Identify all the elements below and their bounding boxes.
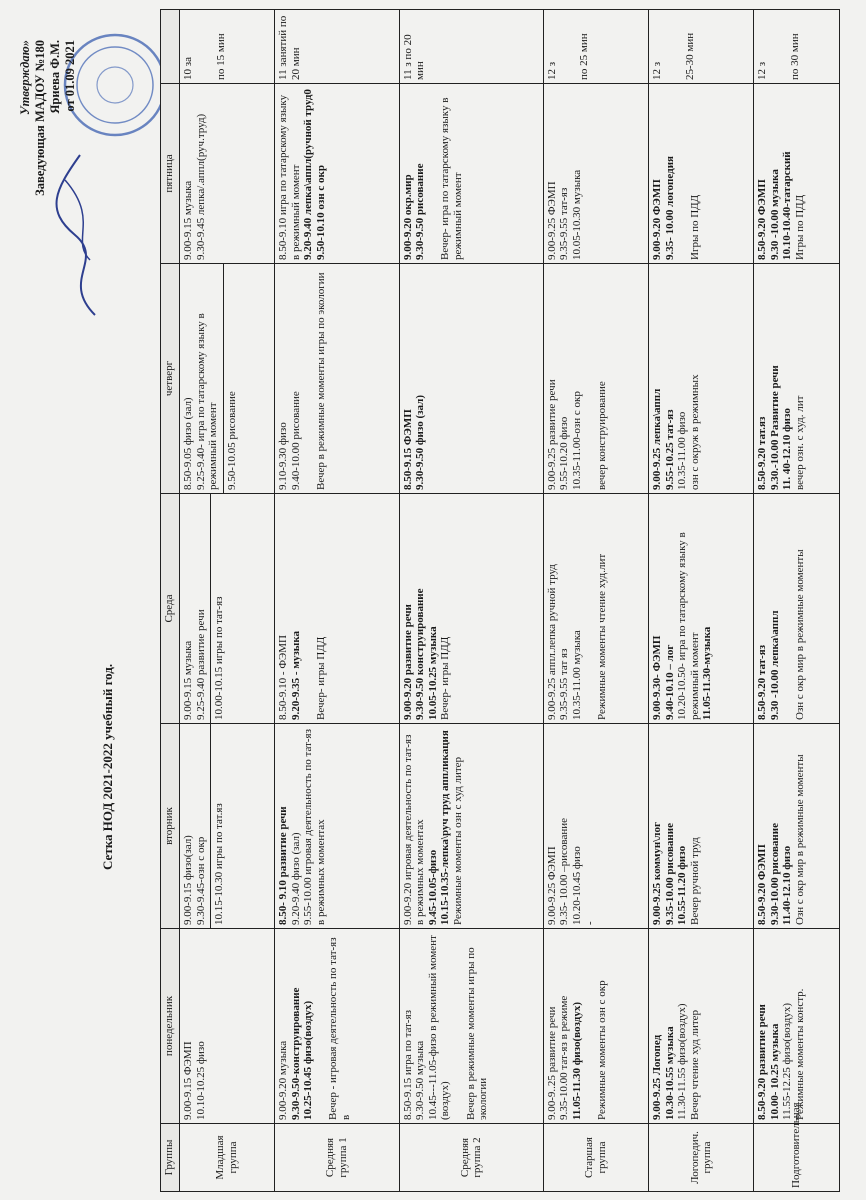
schedule-entry: 10.20-10.50- игра по татарскому языку в режимный момент (676, 532, 701, 720)
schedule-subcell (223, 264, 239, 493)
schedule-entry: 9.00-9..25 развитие речи (545, 1006, 558, 1120)
schedule-entry: 10.10-10.25 физо (194, 1041, 207, 1120)
col-header: Группы (161, 1124, 180, 1192)
schedule-entry: 10.45---11.05-физо в режимный момент (воздух) (426, 935, 452, 1120)
lesson-count: 11 занятий по 20 мин (276, 15, 302, 80)
schedule-entry: Вечер- игры ПДД (439, 636, 452, 720)
schedule-entry: 10.35-11.00 музыка (571, 630, 584, 720)
schedule-entry: 9.00-9.15 ФЭМП (182, 1041, 194, 1120)
schedule-entry: 11.30-11.55 физо(воздух) (676, 1003, 689, 1120)
schedule-entry: 8.50-9.05 физо (зал) (182, 397, 194, 490)
group-cell: Младшая группа (180, 1124, 275, 1192)
schedule-entry: 9.00-9.15 музыка (182, 180, 194, 260)
schedule-entry: 10.00- 10.25 музыка (768, 1023, 781, 1120)
col-header: вторник (161, 724, 180, 929)
schedule-entry: 9.20-9.40 лепка\аппл(ручной труд0 (302, 89, 315, 260)
schedule-cell-tue (180, 724, 275, 929)
schedule-entry: Игры по ПДД (794, 194, 807, 260)
schedule-entry: Вечер - игровая деятельность по тат-яз в (327, 937, 352, 1120)
head-title: Заведующая МАДОУ №180 (33, 40, 47, 196)
schedule-entry: 10.35-11.00-озн с окр (571, 391, 584, 490)
schedule-entry: 9.25-9.40- игра по татарскому языку в режимный момент (194, 313, 220, 490)
schedule-entry: 9.50-10.10 озн с окр (314, 164, 327, 260)
schedule-entry: 10.30-10.55 музыка (663, 1026, 676, 1120)
schedule-entry: Вечер в режимные моменты игры по экологии (464, 947, 490, 1120)
schedule-entry: 9.50-10.05 рисование (225, 391, 238, 490)
schedule-entry: 9.00-9.25 Логопед (651, 1034, 664, 1120)
schedule-entry: 9.55-10.20 физо (558, 416, 571, 490)
schedule-entry: 8.50-9.10 - ФЭМП (276, 634, 289, 720)
schedule-entry: 11.05-11.30-музыка (701, 626, 714, 720)
schedule-entry: 11.05-11.30 физо(воздух) (571, 1002, 584, 1120)
schedule-entry: 9.00-9.15 физо(зал) (182, 835, 194, 925)
schedule-entry: 9.45-10.05-физо (426, 849, 439, 925)
schedule-entry: вечер озн. с худ. лит (794, 395, 807, 490)
schedule-cell-fri (543, 84, 648, 264)
schedule-entry: 9.40-10.10 – лог (663, 644, 676, 720)
group-cell: Логопедич. группа (649, 1124, 754, 1192)
schedule-entry: 10.05-10.25 музыка (426, 626, 439, 720)
schedule-entry: 8.50-9.20 тат-яз (756, 644, 769, 720)
lesson-count-cell (180, 10, 275, 84)
schedule-entry: 8.50-9.15 ФЭМП (401, 409, 414, 490)
schedule-cell-thu (180, 264, 275, 494)
schedule-entry: 8.50- 9.10 развитие речи (276, 806, 289, 925)
col-header: понедельник (161, 929, 180, 1124)
schedule-entry: 10.25-10.45 физо(воздух) (302, 1000, 315, 1120)
schedule-entry (302, 267, 315, 490)
schedule-entry: Игры по ПДД (688, 194, 701, 260)
schedule-cell-wed (649, 494, 754, 724)
schedule-entry (676, 87, 689, 260)
schedule-entry: 9.30-9.50 физо (зал) (414, 395, 427, 490)
schedule-cell-mon (274, 929, 399, 1124)
schedule-cell-wed (399, 494, 543, 724)
schedule-entry: 9.00-9.25 ФЭМП (545, 846, 558, 925)
lesson-count: 12 з (651, 61, 664, 80)
schedule-entry: 9.20-9.40 физо (зал) (289, 832, 302, 925)
schedule-entry: озн с окруж в режимных (688, 374, 701, 490)
lesson-count: 10 за (182, 57, 194, 80)
schedule-entry: Режимные моменты констр. (794, 988, 807, 1120)
lesson-count-cell (399, 10, 543, 84)
schedule-entry: 10.20-10.45 физо (571, 846, 584, 925)
header-row (161, 10, 180, 1192)
schedule-entry: 9.55-10.25 тат-яз (663, 409, 676, 490)
lesson-count: 11 з по 20 мин (401, 34, 427, 80)
lesson-count: 12 з (756, 61, 769, 80)
schedule-entry: 9.00-9.25 аппл.лепка ручной труд (545, 564, 558, 720)
schedule-entry: 9.35-10.00 тат-яз в режиме (558, 995, 571, 1120)
schedule-entry: 8.50-9.10 игра по татарскому языку в режимный момент (276, 94, 302, 260)
schedule-entry: Вечер- игры ПДД (314, 636, 327, 720)
schedule-entry: - (583, 921, 596, 925)
group-cell: Средняя группа 1 (274, 1124, 399, 1192)
schedule-entry: 9.30.-10.00 Развитие речи (768, 365, 781, 490)
page-title: Сетка НОД 2021-2022 учебный год. (100, 663, 115, 870)
table-row (649, 10, 754, 1192)
schedule-entry: 9.35-9.55 тат яз (558, 648, 571, 720)
schedule-entry (427, 87, 440, 260)
schedule-entry: 10.35-11.00 физо (676, 411, 689, 490)
schedule-entry: 9.35-9.55 тат-яз (558, 187, 571, 260)
schedule-entry: 10.15-10.30 игры по тат.яз (213, 803, 226, 925)
schedule-cell-thu (399, 264, 543, 494)
schedule-entry: 9.30-9.45 лепка/.аппл(руч.труд) (194, 113, 207, 260)
lesson-count: по 30 мин (788, 33, 801, 80)
lesson-count-cell (543, 10, 648, 84)
schedule-cell-mon (543, 929, 648, 1124)
schedule-entry: 9.35-10.00 рисование (663, 823, 676, 925)
schedule-entry: 9.00-9.20 окр.мир (401, 174, 414, 260)
lesson-count: 25-30 мин (683, 32, 696, 80)
schedule-cell-mon (649, 929, 754, 1124)
schedule-cell-wed (543, 494, 648, 724)
schedule-entry: 10.05-10.30 музыка (571, 169, 584, 260)
schedule-entry: Озн с окр мир в режимные моменты (794, 549, 807, 720)
schedule-entry: 9.30-9.50 конструирование (414, 588, 427, 720)
table-row (399, 10, 543, 1192)
lesson-count: 12 з (545, 61, 558, 80)
lesson-count: по 25 мин (578, 33, 591, 80)
schedule-cell-mon (180, 929, 275, 1124)
group-cell: Подготовительная (754, 1124, 840, 1192)
schedule-entry: 9.30-9.50 рисование (414, 163, 427, 260)
schedule-entry (302, 497, 315, 720)
schedule-entry: 9.30 -10.00 лепка\аппл (768, 610, 781, 720)
schedule-cell-fri (399, 84, 543, 264)
schedule-cell-tue (649, 724, 754, 929)
schedule-entry (452, 932, 465, 1120)
group-cell: Средняя группа 2 (399, 1124, 543, 1192)
schedule-entry: 8.50-9.20 тат.яз (756, 416, 769, 490)
schedule-cell-thu (543, 264, 648, 494)
schedule-entry: 9.00-9.20 музыка (276, 1040, 289, 1120)
schedule-cell-tue (274, 724, 399, 929)
table-row (754, 10, 840, 1192)
schedule-entry: Режимные моменты озн с окр (596, 980, 609, 1120)
schedule-entry: 9.00-9.25 ФЭМП (545, 181, 558, 260)
schedule-entry: 9.00-9.25 развитие речи (545, 379, 558, 490)
schedule-entry: 9.00-9.30- ФЭМП (651, 635, 664, 720)
schedule-cell-tue (399, 724, 543, 929)
schedule-entry: 9.00-9.25 коммун\лог (651, 822, 664, 925)
schedule-entry: 9.30-9.45-озн с окр (194, 836, 207, 925)
schedule-entry: 9.00-9.20 игровая деятельность по тат-яз в режимных моментах (401, 734, 427, 925)
schedule-entry: Вечер- игра по татарскому языку в режимный момент (439, 97, 465, 260)
schedule-entry: 10.55-11.20 физо (676, 845, 689, 925)
schedule-cell-thu (754, 264, 840, 494)
lesson-count: по 15 мин (214, 33, 227, 80)
col-header: Среда (161, 494, 180, 724)
schedule-entry: 9.20-9.35 - музыка (289, 631, 302, 720)
schedule-entry: 9.00-9.20 ФЭМП (651, 179, 664, 260)
schedule-entry: 9.35- 10.00 логопедия (663, 156, 676, 260)
schedule-entry: 9.30-9.50-конструирование (289, 987, 302, 1120)
table-row (180, 10, 275, 1192)
schedule-entry: 8.50-9.15 игра по тат-яз (401, 1010, 414, 1120)
schedule-entry: 9.40-10.00 рисование (289, 391, 302, 490)
schedule-entry: 9.00-9.20 развитие речи (401, 604, 414, 720)
schedule-entry (781, 497, 794, 720)
approve-label: Утверждаю» (18, 40, 32, 116)
schedule-subcell (210, 494, 226, 723)
schedule-entry (315, 932, 328, 1120)
schedule-subcell (210, 724, 226, 928)
group-cell: Старшая группа (543, 1124, 648, 1192)
schedule-cell-wed (754, 494, 840, 724)
schedule-entry (584, 497, 597, 720)
table-row (274, 10, 399, 1192)
schedule-cell-thu (649, 264, 754, 494)
schedule-entry: 11.55-12.25 физо(воздух) (781, 1003, 794, 1120)
schedule-entry: Вечер чтение худ литер (688, 1009, 701, 1120)
schedule-entry: 11.40-12.10 физо (781, 845, 794, 925)
col-header (161, 10, 180, 84)
lesson-count-cell (274, 10, 399, 84)
schedule-entry: 9.10-9.30 физо (276, 422, 289, 490)
schedule-entry (584, 932, 597, 1120)
schedule-entry: 9.00-9.15 музыка (182, 640, 194, 720)
schedule-entry: 10.15-10.35-лепка\руч труд аппликация (439, 730, 452, 925)
schedule-entry: 8.50-9.20 развитие речи (756, 1004, 769, 1120)
schedule-entry: Режимные моменты озн с худ литер (452, 756, 465, 925)
schedule-entry: 9.35- 10.00 –рисование (558, 817, 571, 925)
schedule-entry: 9.55-10.00 игровая деятельность по тат-яз в режимных моментах (302, 729, 327, 925)
schedule-entry: 9.30-9.50 музыка (414, 1040, 427, 1120)
head-name: Яриева Ф.М. (48, 40, 62, 114)
schedule-entry: 11. 40-12.10 физо (781, 408, 794, 490)
schedule-entry: 10.10-10.40-татарский (781, 151, 794, 260)
schedule-cell-tue (754, 724, 840, 929)
schedule-entry: 8.50-9.20 ФЭМП (756, 844, 769, 925)
schedule-cell-fri (754, 84, 840, 264)
schedule-entry: Вечер в режимные моменты игры по экологии (314, 272, 327, 490)
schedule-table (160, 9, 840, 1192)
schedule-entry: 10.00-10.15 игры по тат-яз (213, 596, 226, 720)
schedule-cell-fri (180, 84, 275, 264)
schedule-entry: вечер конструирование (596, 381, 609, 490)
schedule-entry: Вечер ручной труд (688, 837, 701, 925)
schedule-cell-fri (649, 84, 754, 264)
col-header: пятница (161, 84, 180, 264)
col-header: четверг (161, 264, 180, 494)
schedule-entry: 9.25-9.40 развитие речи (194, 609, 207, 720)
lesson-count-cell (754, 10, 840, 84)
schedule-cell-fri (274, 84, 399, 264)
approval-date: от 01.09 2021 (63, 40, 77, 112)
table-row (543, 10, 648, 1192)
schedule-cell-thu (274, 264, 399, 494)
schedule-cell-wed (180, 494, 275, 724)
schedule-entry: 9.00-9.25 лепка\аппл (651, 388, 664, 490)
schedule-cell-tue (543, 724, 648, 929)
schedule-entry: 9.30 -10.00 музыка (768, 169, 781, 260)
schedule-entry: Озн с окр мир в режимные моменты (794, 754, 807, 925)
lesson-count-cell (649, 10, 754, 84)
schedule-cell-mon (754, 929, 840, 1124)
schedule-entry: 8.50-9.20 ФЭМП (756, 179, 769, 260)
schedule-entry: Режимные моменты чтение худ.лит (596, 553, 609, 720)
schedule-cell-mon (399, 929, 543, 1124)
schedule-cell-wed (274, 494, 399, 724)
approval-block (18, 40, 78, 290)
schedule-entry: 9.30-10.00 рисование (768, 823, 781, 925)
schedule-entry (584, 267, 597, 490)
